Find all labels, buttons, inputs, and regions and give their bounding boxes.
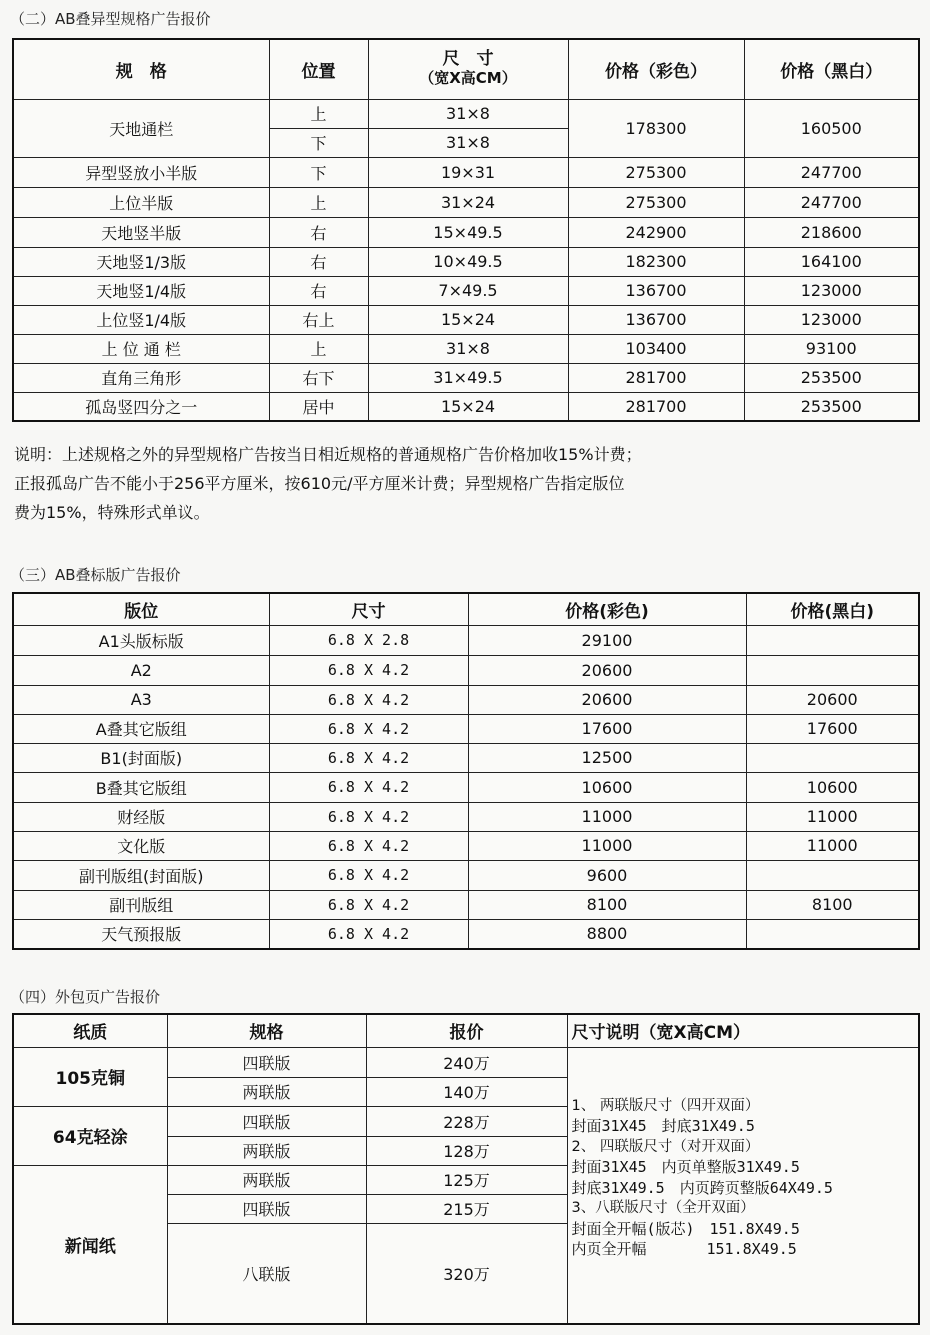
cell-position: 下 [269,128,368,157]
cell-size: 6.8 X 4.2 [269,831,468,860]
cell-spec: 天地竖1/4版 [13,276,269,305]
table-row [13,217,919,247]
cell-spec: 两联版 [167,1165,366,1194]
table-row [13,276,919,305]
table-row [13,392,919,421]
table-row [13,157,919,187]
cell-size: 6.8 X 4.2 [269,743,468,772]
cell-size: 31×8 [368,334,568,363]
cell-position: 右下 [269,363,368,392]
desc-line: 2、 四联版尺寸（对开双面） [571,1138,760,1155]
cell-size: 31×24 [368,187,568,217]
cell-price-color: 178300 [568,99,744,157]
header-size [368,39,568,99]
cell-size: 6.8 X 4.2 [269,685,468,714]
cell-price: 128万 [366,1136,567,1165]
table-row [13,187,919,217]
cell-price-bw [746,625,919,655]
cell-spec: 直角三角形 [13,363,269,392]
table-row [13,860,919,890]
table-header-row [13,1014,919,1047]
section3-title: （三）AB叠标版广告报价 [10,566,181,584]
table-row [13,625,919,655]
cell-position: 右上 [269,305,368,334]
cell-size: 15×49.5 [368,217,568,247]
header-price-bw: 价格(黑白) [746,593,919,625]
section4-title: （四）外包页广告报价 [10,988,161,1006]
cell-price: 320万 [366,1223,567,1324]
cell-price-bw: 123000 [744,276,919,305]
header-size-desc: 尺寸说明（宽X高CM） [567,1014,919,1047]
cell-price: 140万 [366,1077,567,1106]
cell-price-color: 8100 [468,890,746,919]
table-row [13,831,919,860]
table-row [13,655,919,685]
header-size-line1: 尺 寸 [442,49,494,70]
cell-spec: 异型竖放小半版 [13,157,269,187]
cell-spec: 两联版 [167,1077,366,1106]
cell-spec: 上位竖1/4版 [13,305,269,334]
cell-size: 6.8 X 4.2 [269,860,468,890]
cell-position: 财经版 [13,802,269,831]
wrap-page-price-table [12,1013,920,1325]
cell-position: A叠其它版组 [13,714,269,743]
cell-price-bw: 247700 [744,157,919,187]
cell-size: 31×8 [368,99,568,128]
cell-price-bw: 93100 [744,334,919,363]
header-price: 报价 [366,1014,567,1047]
cell-position: 上 [269,187,368,217]
cell-price-color: 136700 [568,276,744,305]
cell-spec: 天地通栏 [13,99,269,157]
cell-price-bw: 10600 [746,772,919,802]
header-size-line2: （宽X高CM） [419,69,517,88]
header-paper: 纸质 [13,1014,167,1047]
desc-line: 封面31X45 封底31X49.5 [571,1117,755,1135]
note-line: 费为15%，特殊形式单议。 [14,503,210,522]
cell-price-color: 281700 [568,392,744,421]
cell-paper: 64克轻涂 [13,1106,167,1165]
cell-price-bw [746,919,919,949]
cell-price-bw: 8100 [746,890,919,919]
cell-price-bw: 11000 [746,802,919,831]
cell-price-color: 281700 [568,363,744,392]
cell-price-bw [746,655,919,685]
cell-size: 6.8 X 4.2 [269,802,468,831]
table-row [13,919,919,949]
table-row [13,334,919,363]
desc-line: 内页全开幅 151.8X49.5 [571,1240,797,1258]
cell-position: 天气预报版 [13,919,269,949]
cell-paper: 105克铜 [13,1047,167,1106]
desc-line: 封底31X49.5 内页跨页整版64X49.5 [571,1178,833,1197]
cell-spec: 两联版 [167,1136,366,1165]
cell-price-bw: 253500 [744,392,919,421]
header-price-color: 价格（彩色） [568,39,744,99]
header-size: 尺寸 [269,593,468,625]
header-position: 版位 [13,593,269,625]
cell-price-bw: 218600 [744,217,919,247]
standard-ad-price-table [12,592,920,950]
cell-position: 右 [269,217,368,247]
table-row [13,802,919,831]
header-spec: 规 格 [13,39,269,99]
cell-position: 副刊版组 [13,890,269,919]
cell-price-color: 275300 [568,187,744,217]
cell-price-color: 275300 [568,157,744,187]
table-header-row [13,39,919,99]
cell-position: B叠其它版组 [13,772,269,802]
cell-spec: 八联版 [167,1223,366,1324]
cell-size: 6.8 X 4.2 [269,714,468,743]
cell-price-color: 242900 [568,217,744,247]
header-spec: 规格 [167,1014,366,1047]
cell-price: 240万 [366,1047,567,1077]
cell-price-color: 20600 [468,655,746,685]
cell-price-color: 11000 [468,831,746,860]
cell-price-color: 182300 [568,247,744,276]
cell-position: 右 [269,247,368,276]
cell-price-bw: 123000 [744,305,919,334]
cell-size: 6.8 X 4.2 [269,772,468,802]
cell-spec: 天地竖半版 [13,217,269,247]
cell-position: 上 [269,334,368,363]
cell-price: 125万 [366,1165,567,1194]
cell-position: 文化版 [13,831,269,860]
cell-price-bw: 247700 [744,187,919,217]
cell-position: 上 [269,99,368,128]
cell-spec: 上位半版 [13,187,269,217]
cell-size: 31×49.5 [368,363,568,392]
cell-position: A2 [13,655,269,685]
cell-price-color: 29100 [468,625,746,655]
cell-spec: 四联版 [167,1047,366,1077]
table-row [13,247,919,276]
size-description [567,1047,919,1324]
header-price-bw: 价格（黑白） [744,39,919,99]
cell-size: 31×8 [368,128,568,157]
table-row [13,363,919,392]
cell-size: 6.8 X 4.2 [269,890,468,919]
table-row [13,685,919,714]
cell-price-color: 20600 [468,685,746,714]
cell-position: 副刊版组(封面版) [13,860,269,890]
header-price-color: 价格(彩色) [468,593,746,625]
cell-position: 居中 [269,392,368,421]
cell-size: 19×31 [368,157,568,187]
cell-price: 228万 [366,1106,567,1136]
cell-price-bw: 164100 [744,247,919,276]
table-row [13,743,919,772]
cell-size: 15×24 [368,392,568,421]
cell-price-color: 136700 [568,305,744,334]
cell-spec: 天地竖1/3版 [13,247,269,276]
cell-price-color: 9600 [468,860,746,890]
cell-price-color: 10600 [468,772,746,802]
cell-spec: 四联版 [167,1194,366,1223]
cell-position: 右 [269,276,368,305]
cell-price-color: 11000 [468,802,746,831]
cell-price-color: 103400 [568,334,744,363]
cell-price-bw: 11000 [746,831,919,860]
table-row [13,1047,919,1077]
note-line: 说明：上述规格之外的异型规格广告按当日相近规格的普通规格广告价格加收15%计费； [14,445,642,464]
desc-line: 3、八联版尺寸（全开双面） [571,1200,755,1216]
cell-size: 7×49.5 [368,276,568,305]
cell-size: 6.8 X 4.2 [269,919,468,949]
special-size-price-table [12,38,920,422]
cell-size: 6.8 X 2.8 [269,625,468,655]
cell-price-bw: 253500 [744,363,919,392]
pricing-note [14,440,914,527]
cell-spec: 上 位 通 栏 [13,334,269,363]
header-position: 位置 [269,39,368,99]
cell-size: 10×49.5 [368,247,568,276]
cell-position: A1头版标版 [13,625,269,655]
cell-size: 15×24 [368,305,568,334]
cell-position: 下 [269,157,368,187]
table-row [13,772,919,802]
section2-title: （二）AB叠异型规格广告报价 [10,10,211,28]
desc-line: 封面全开幅(版芯) 151.8X49.5 [571,1219,800,1238]
table-row [13,305,919,334]
note-line: 正报孤岛广告不能小于256平方厘米，按610元/平方厘米计费；异型规格广告指定版位 [14,474,625,493]
cell-position: A3 [13,685,269,714]
cell-price-bw: 20600 [746,685,919,714]
cell-price-color: 17600 [468,714,746,743]
cell-price-color: 8800 [468,919,746,949]
cell-price: 215万 [366,1194,567,1223]
cell-price-bw: 17600 [746,714,919,743]
table-row [13,714,919,743]
table-row [13,890,919,919]
desc-line: 1、 两联版尺寸（四开双面） [571,1097,760,1114]
cell-spec: 四联版 [167,1106,366,1136]
cell-spec: 孤岛竖四分之一 [13,392,269,421]
cell-price-bw: 160500 [744,99,919,157]
table-row [13,99,919,128]
cell-size: 6.8 X 4.2 [269,655,468,685]
cell-paper: 新闻纸 [13,1165,167,1324]
cell-price-bw [746,743,919,772]
desc-line: 封面31X45 内页单整版31X49.5 [571,1158,800,1176]
cell-price-bw [746,860,919,890]
cell-position: B1(封面版) [13,743,269,772]
table-header-row [13,593,919,625]
cell-price-color: 12500 [468,743,746,772]
